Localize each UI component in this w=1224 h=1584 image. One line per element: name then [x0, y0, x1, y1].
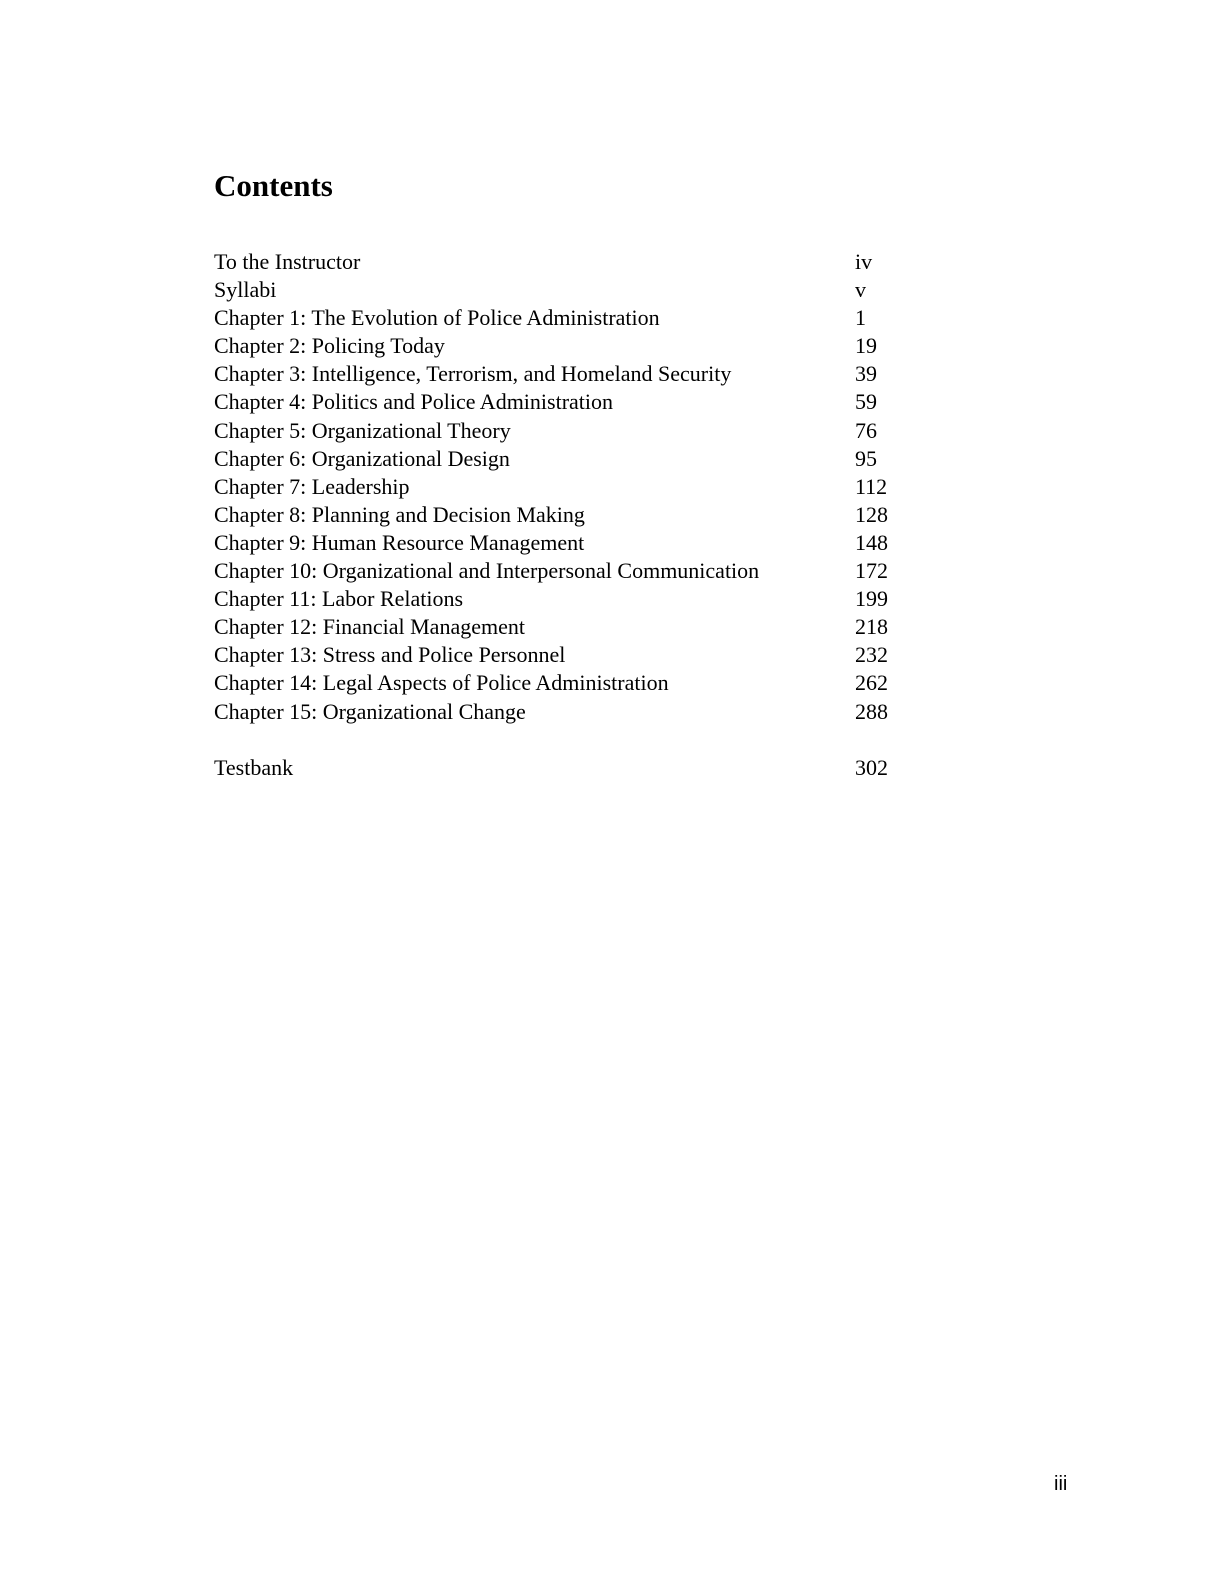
toc-entry[interactable] — [214, 304, 914, 332]
toc-entry-page: 288 — [855, 698, 888, 724]
page-number: iii — [1054, 1473, 1068, 1495]
toc-entry-page: 302 — [855, 754, 888, 780]
toc-entry[interactable] — [214, 417, 914, 445]
toc-entry[interactable] — [214, 388, 914, 416]
toc-entry-title: Chapter 14: Legal Aspects of Police Administration — [214, 670, 669, 696]
toc-entry-title: Chapter 8: Planning and Decision Making — [214, 501, 585, 527]
toc-entry-title: Chapter 11: Labor Relations — [214, 586, 464, 612]
toc-entry-title: Chapter 3: Intelligence, Terrorism, and Homeland Security — [214, 361, 732, 387]
toc-entry[interactable] — [214, 613, 914, 641]
toc-entry[interactable] — [214, 557, 914, 585]
toc-entry-title: To the Instructor — [214, 249, 361, 274]
toc-entry[interactable] — [214, 248, 914, 276]
toc-entry[interactable] — [214, 698, 914, 726]
toc-entry-page: 39 — [855, 361, 877, 387]
toc-entry[interactable] — [214, 669, 914, 697]
toc-entry-title: Testbank — [214, 754, 294, 780]
page-title: Contents — [214, 168, 333, 203]
toc-entry-title: Chapter 13: Stress and Police Personnel — [214, 642, 566, 668]
toc-entry-page: 262 — [855, 670, 888, 696]
toc-entry-page: 19 — [855, 333, 877, 359]
toc-entry-page: 95 — [855, 445, 877, 471]
toc-entry-title: Chapter 4: Politics and Police Administration — [214, 389, 614, 415]
toc-entry-title: Chapter 1: The Evolution of Police Administration — [214, 305, 660, 331]
toc-entry-title: Chapter 15: Organizational Change — [214, 698, 526, 724]
toc-entry[interactable] — [214, 332, 914, 360]
toc-entry-testbank[interactable] — [214, 754, 914, 782]
toc-entry-page: 112 — [855, 473, 888, 499]
toc-entry-title: Chapter 6: Organizational Design — [214, 445, 510, 471]
toc-spacer — [214, 726, 914, 754]
toc-entry-page: 76 — [855, 417, 877, 443]
toc-entry-title: Chapter 9: Human Resource Management — [214, 529, 585, 555]
toc-entry[interactable] — [214, 501, 914, 529]
toc-entry-title: Chapter 10: Organizational and Interpersonal Communication — [214, 558, 760, 584]
toc-entry-title: Chapter 7: Leadership — [214, 473, 410, 499]
toc-entry-page: 1 — [855, 305, 866, 331]
toc-entry-page: 232 — [855, 642, 888, 668]
toc-entry[interactable] — [214, 473, 914, 501]
toc-entry-title: Syllabi — [214, 277, 277, 303]
toc-entry[interactable] — [214, 641, 914, 669]
toc-entry[interactable] — [214, 585, 914, 613]
table-of-contents — [214, 248, 914, 782]
toc-entry[interactable] — [214, 529, 914, 557]
toc-entry-page: v — [855, 277, 866, 303]
toc-entry-page: 172 — [855, 558, 888, 584]
toc-entry[interactable] — [214, 445, 914, 473]
toc-entry[interactable] — [214, 360, 914, 388]
toc-entry-page: 218 — [855, 614, 888, 640]
toc-entry[interactable] — [214, 276, 914, 304]
toc-entry-title: Chapter 2: Policing Today — [214, 333, 445, 359]
toc-entry-page: 148 — [855, 529, 888, 555]
toc-entry-title: Chapter 12: Financial Management — [214, 614, 525, 640]
toc-entry-page: iv — [855, 249, 873, 274]
toc-entry-title: Chapter 5: Organizational Theory — [214, 417, 511, 443]
toc-entry-page: 59 — [855, 389, 877, 415]
toc-entry-page: 199 — [855, 586, 888, 612]
toc-entry-page: 128 — [855, 501, 888, 527]
